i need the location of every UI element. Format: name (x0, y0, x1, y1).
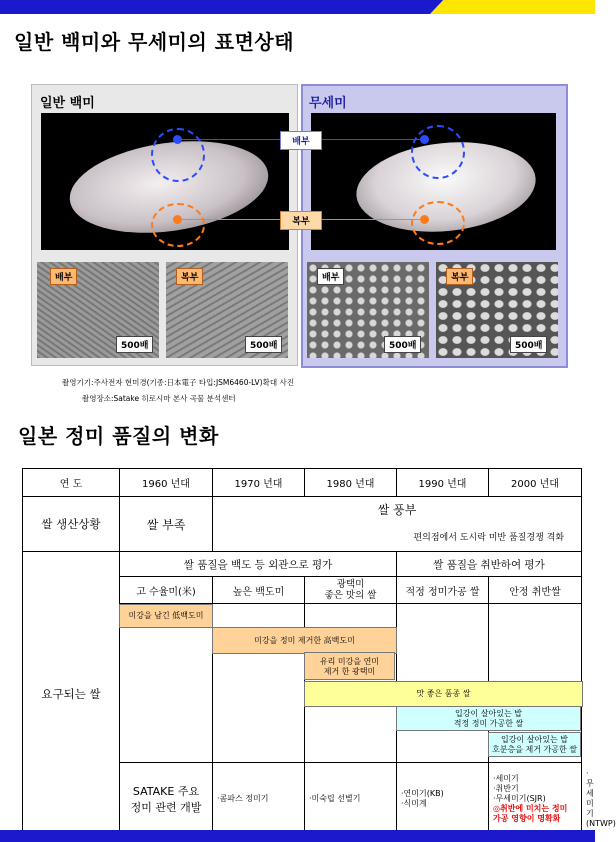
cell-1960-production: 쌀 부족 (120, 497, 213, 552)
connector-label-back: 배부 (280, 131, 322, 150)
caption-equipment: 촬영기기:주사전자 현미경(기종:日本電子 타입:JSM6460-LV)확대 사진 (62, 378, 294, 387)
timeline-bar-aleurone-removed: 입강이 살아있는 밥 호분층을 제거 가공한 쌀 (488, 732, 581, 757)
top-accent-yellow (430, 0, 595, 14)
cell-eval-cooked: 쌀 품질을 취반하여 평가 (397, 552, 582, 577)
micro-photo-regular (41, 113, 289, 250)
section-title-surface: 일반 백미와 무세미의 표면상태 (14, 30, 295, 54)
timeline-bar-tasty-variety: 맛 좋은 품종 쌀 (304, 681, 583, 707)
panel-title-regular: 일반 백미 (40, 96, 95, 111)
cell-eval-appearance: 쌀 품질을 백도 등 외관으로 평가 (120, 552, 397, 577)
sem-label-back: 배부 (317, 268, 344, 285)
header-cell: 1990 년대 (397, 469, 489, 497)
cell-convenience-store: 편의점에서 도시락 미반 품질경쟁 격화 (397, 522, 582, 552)
cell-1980-satake: ·연미기(KB) ·식미계 (397, 763, 489, 836)
header-cell: 1970 년대 (213, 469, 305, 497)
row-label-required: 요구되는 쌀 (23, 552, 120, 836)
micro-photo-wash-free (311, 113, 556, 250)
sem-label-back: 배부 (50, 268, 77, 285)
cell-1990-satake (489, 763, 582, 836)
table-header-row (23, 469, 582, 497)
sem-magnification: 500배 (116, 336, 153, 353)
cell-2000-required: 안정 취반쌀 (489, 577, 582, 604)
connector-dot (420, 135, 429, 144)
cell-rice-abundant: 쌀 풍부 (213, 497, 582, 522)
table-row: SATAKE 주요 정미 관련 개발 ·콤파스 정미기 ·미숙립 선별기 ·연미기(KB) ·식미계 ·세미기 ·취반기 ·무세미기(SJR) ◎취반에 미치는 정미 가공 영향이 명확화 ·무세미기(NTWP) (23, 763, 582, 836)
table-row (23, 497, 582, 522)
caption-location: 촬영장소:Satake 히로시마 본사 곡물 분석센터 (82, 394, 236, 403)
cell-1960-required: 고 수율미(米) (120, 577, 213, 604)
sem-magnification: 500배 (384, 336, 421, 353)
highlight-circle-belly (411, 201, 465, 245)
cell-1970-required: 높은 백도미 (213, 577, 305, 604)
cell-empty (213, 522, 397, 552)
bottom-accent-bar (0, 830, 595, 842)
cell-1960-satake: ·콤파스 정미기 (213, 763, 305, 836)
sem-label-belly: 복부 (176, 268, 203, 285)
header-cell: 1980 년대 (305, 469, 397, 497)
highlight-circle-belly (151, 203, 205, 247)
connector-dot (173, 215, 182, 224)
timeline-bar-proper-milling: 입강이 살아있는 밥 적정 정미 가공한 쌀 (396, 706, 581, 731)
timeline-bar-polished-rice: 유리 미강을 연미 제거 한 광택미 (304, 652, 395, 680)
connector-dot (420, 215, 429, 224)
cell-1980-required: 광택미 좋은 맛의 쌀 (305, 577, 397, 604)
section-title-quality: 일본 정미 품질의 변화 (18, 424, 219, 448)
header-cell: 연 도 (23, 469, 120, 497)
table-row (23, 552, 582, 577)
sem-magnification: 500배 (510, 336, 547, 353)
timeline-bar-high-whiteness: 미강을 정미 제거한 高백도미 (212, 627, 397, 654)
header-cell: 1960 년대 (120, 469, 213, 497)
connector-label-belly: 복부 (280, 211, 322, 230)
connector-dot (173, 135, 182, 144)
row-label-satake: SATAKE 주요 정미 관련 개발 (120, 763, 213, 836)
satake-1990-note: ◎취반에 미치는 정미 가공 영향이 명확화 (493, 804, 568, 823)
cell-1990-required: 적정 정미가공 쌀 (397, 577, 489, 604)
highlight-circle-back (411, 125, 465, 179)
header-cell: 2000 년대 (489, 469, 582, 497)
timeline-bar-low-whiteness: 미강을 남긴 低백도미 (119, 604, 213, 628)
panel-title-wash-free: 무세미 (309, 96, 347, 111)
sem-label-belly: 복부 (446, 268, 473, 285)
row-label-production: 쌀 생산상황 (23, 497, 120, 552)
sem-magnification: 500배 (245, 336, 282, 353)
satake-1990-items: ·세미기 ·취반기 ·무세미기(SJR) (493, 774, 546, 803)
cell-1970-satake: ·미숙립 선별기 (305, 763, 397, 836)
